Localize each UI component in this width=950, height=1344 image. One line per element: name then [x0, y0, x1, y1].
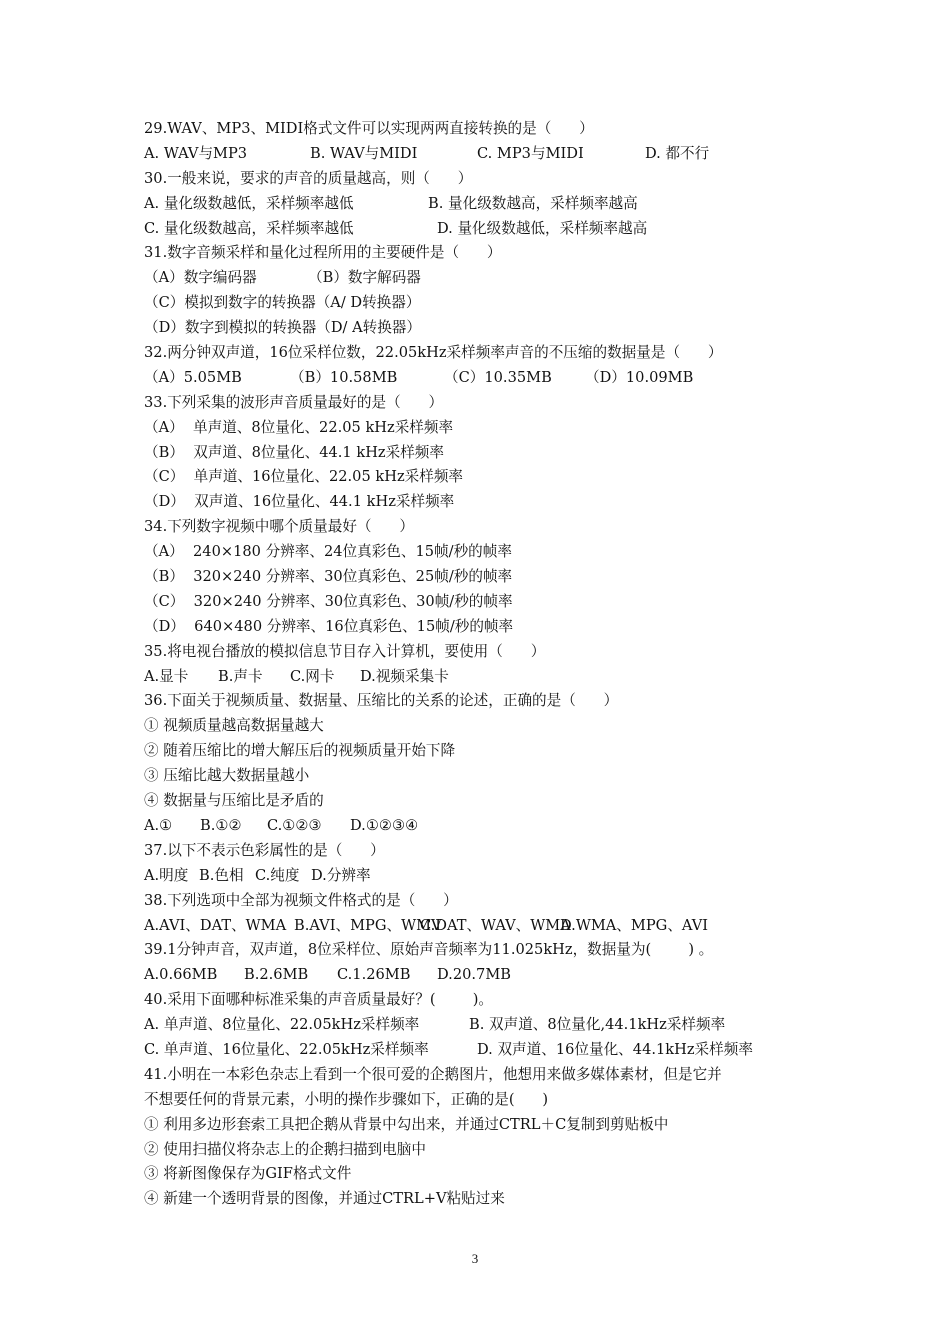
option-row — [144, 914, 824, 939]
option: （B） 320×240 分辨率、30位真彩色、25帧/秒的帧率 — [144, 568, 513, 586]
question-stem-continued: 不想要任何的背景元素，小明的操作步骤如下，正确的是( ) — [144, 1090, 549, 1108]
option: （C）模拟到数字的转换器（A/ D转换器） — [144, 294, 421, 312]
option: B.2.6MB — [244, 966, 309, 984]
question-stem: 34.下列数字视频中哪个质量最好（ ） — [144, 518, 414, 536]
option: （B） 双声道、8位量化、44.1 kHz采样频率 — [144, 443, 444, 461]
statement: ③ 将新图像保存为GIF格式文件 — [144, 1165, 352, 1183]
option: C.1.26MB — [337, 966, 411, 984]
option: （D） 双声道、16位量化、44.1 kHz采样频率 — [144, 493, 455, 511]
statement: ② 使用扫描仪将杂志上的企鹅扫描到电脑中 — [144, 1140, 426, 1158]
option: B. 量化级数越高，采样频率越高 — [428, 194, 638, 212]
option: A.显卡 — [144, 667, 189, 685]
question-stem: 38.下列选项中全部为视频文件格式的是（ ） — [144, 891, 458, 909]
question-stem: 32.两分钟双声道，16位采样位数，22.05kHz采样频率声音的不压缩的数据量是（ ） — [144, 344, 723, 362]
option: D.分辨率 — [311, 866, 371, 884]
option: D.①②③④ — [350, 816, 419, 834]
option: B.AVI、MPG、WMV — [294, 916, 442, 934]
option: C. 量化级数越高，采样频率越低 — [144, 219, 354, 237]
option: A. 量化级数越低，采样频率越低 — [144, 194, 354, 212]
option-row — [144, 864, 824, 889]
option: C. MP3与MIDI — [477, 144, 584, 162]
option: （D）数字到模拟的转换器（D/ A转换器） — [144, 319, 421, 337]
question-stem: 30.一般来说，要求的声音的质量越高，则（ ） — [144, 169, 473, 187]
question-stem: 31.数字音频采样和量化过程所用的主要硬件是（ ） — [144, 244, 502, 262]
option: （C）10.35MB — [444, 368, 552, 386]
option-row — [144, 192, 824, 217]
option: B.声卡 — [218, 667, 263, 685]
option: （A）数字编码器 — [144, 269, 257, 287]
option: B. WAV与MIDI — [310, 144, 418, 162]
option: D. 双声道、16位量化、44.1kHz采样频率 — [477, 1040, 753, 1058]
option: C.网卡 — [290, 667, 335, 685]
option: （B）10.58MB — [290, 368, 398, 386]
option: （C） 单声道、16位量化、22.05 kHz采样频率 — [144, 468, 464, 486]
page-number: 3 — [471, 1251, 479, 1266]
option-row — [144, 814, 824, 839]
question-stem: 33.下列采集的波形声音质量最好的是（ ） — [144, 393, 444, 411]
statement: ① 利用多边形套索工具把企鹅从背景中勾出来，并通过CTRL＋C复制到剪贴板中 — [144, 1115, 669, 1133]
option: D.视频采集卡 — [360, 667, 449, 685]
question-stem: 37.以下不表示色彩属性的是（ ） — [144, 841, 385, 859]
option: D. 都不行 — [645, 144, 710, 162]
option: B. 双声道、8位量化,44.1kHz采样频率 — [469, 1016, 726, 1034]
option: C.①②③ — [267, 816, 322, 834]
option: （D）10.09MB — [585, 368, 694, 386]
question-list — [144, 117, 824, 1212]
option-row — [144, 266, 824, 291]
option: B.①② — [200, 816, 242, 834]
option: （C） 320×240 分辨率、30位真彩色、30帧/秒的帧率 — [144, 592, 513, 610]
question-stem: 29.WAV、MP3、MIDI格式文件可以实现两两直接转换的是（ ） — [144, 120, 594, 137]
option: D.WMA、MPG、AVI — [560, 916, 709, 934]
option: （D） 640×480 分辨率、16位真彩色、15帧/秒的帧率 — [144, 617, 514, 635]
question-stem: 41.小明在一本彩色杂志上看到一个很可爱的企鹅图片，他想用来做多媒体素材，但是它并 — [144, 1065, 722, 1083]
statement: ④ 新建一个透明背景的图像，并通过CTRL+V粘贴过来 — [144, 1190, 505, 1208]
question-stem: 35.将电视台播放的模拟信息节目存入计算机，要使用（ ） — [144, 642, 546, 660]
statement: ④ 数据量与压缩比是矛盾的 — [144, 792, 324, 810]
option: A. WAV与MP3 — [144, 144, 248, 162]
option-row — [144, 1038, 824, 1063]
statement: ③ 压缩比越大数据量越小 — [144, 767, 310, 785]
option-row — [144, 963, 824, 988]
option-row — [144, 366, 824, 391]
question-stem: 39.1分钟声音，双声道，8位采样位、原始声音频率为11.025kHz，数据量为( ) 。 — [144, 941, 714, 959]
option-row — [144, 665, 824, 690]
option-row — [144, 142, 824, 167]
option: B.色相 — [199, 866, 244, 884]
option: （A）5.05MB — [144, 368, 242, 386]
option: A.0.66MB — [144, 966, 218, 984]
option: D. 量化级数越低，采样频率越高 — [437, 219, 648, 237]
option: A.AVI、DAT、WMA — [144, 916, 287, 934]
option: （A） 240×180 分辨率、24位真彩色、15帧/秒的帧率 — [144, 543, 512, 561]
option-row — [144, 217, 824, 242]
question-stem: 36.下面关于视频质量、数据量、压缩比的关系的论述，正确的是（ ） — [144, 692, 619, 710]
option-row — [144, 1013, 824, 1038]
option: C. 单声道、16位量化、22.05kHz采样频率 — [144, 1040, 429, 1058]
option: （A） 单声道、8位量化、22.05 kHz采样频率 — [144, 418, 454, 436]
option: A.明度 — [144, 866, 189, 884]
option: D.20.7MB — [437, 966, 511, 984]
option: A.① — [144, 816, 173, 834]
option: A. 单声道、8位量化、22.05kHz采样频率 — [144, 1016, 420, 1034]
question-stem: 40.采用下面哪种标准采集的声音质量最好？( )。 — [144, 991, 493, 1009]
statement: ② 随着压缩比的增大解压后的视频质量开始下降 — [144, 742, 456, 760]
option: C.DAT、WAV、WMA — [420, 916, 571, 934]
option: （B）数字解码器 — [308, 269, 421, 287]
option: C.纯度 — [255, 866, 300, 884]
statement: ① 视频质量越高数据量越大 — [144, 717, 324, 735]
